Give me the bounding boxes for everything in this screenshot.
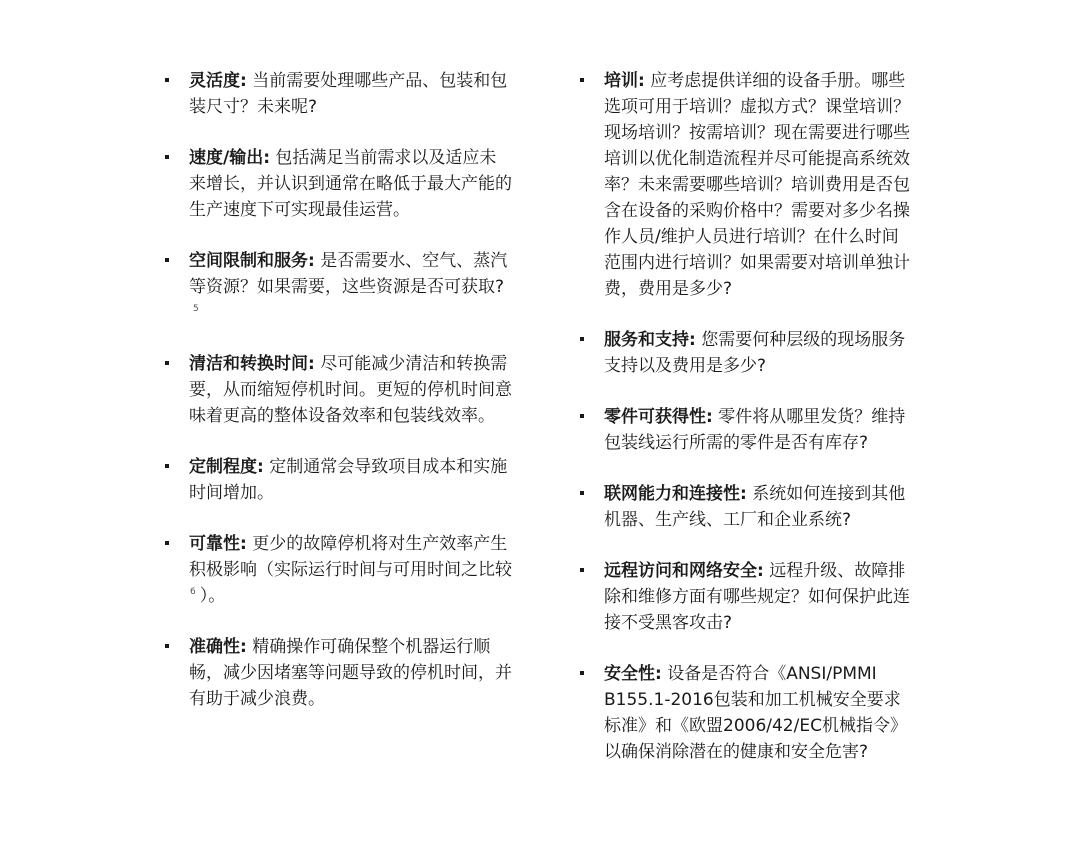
item-text: 尽可能减少清洁和转换需要，从而缩短停机时间。更短的停机时间意味着更高的整体设备效率和包装线效率。 <box>189 354 512 426</box>
item-term: 速度/输出: <box>189 148 271 168</box>
bullet-icon <box>165 78 169 82</box>
list-item-flexibility <box>163 68 513 120</box>
item-text: 设备是否符合《ANSI/PMMI B155.1-2016包装和加工机械安全要求标准》和《欧盟2006/42/EC机械指令》以确保消除潜在的健康和安全危害? <box>604 664 907 762</box>
item-text: 精确操作可确保整个机器运行顺畅，减少因堵塞等问题导致的停机时间，并有助于减少浪费。 <box>189 637 512 709</box>
item-text: 应考虑提供详细的设备手册。哪些选项可用于培训？虚拟方式？课堂培训？现场培训？按需培训？现在需要进行哪些培训以优化制造流程并尽可能提高系统效率？未来需要哪些培训？培训费用是否包含在设备的采购价格中？需要对多少名操作人员/维护人员进行培训？在什么时间范围内进行培训？如果需要对培训单独计费，费用是多少? <box>604 71 910 299</box>
bullet-icon <box>580 337 584 341</box>
item-text: 更少的故障停机将对生产效率产生积极影响（实际运行时间与可用时间之比较 <box>189 534 512 580</box>
right-bullet-list <box>578 68 913 790</box>
item-text: 远程升级、故障排除和维修方面有哪些规定？如何保护此连接不受黑客攻击? <box>604 561 910 633</box>
bullet-icon <box>580 414 584 418</box>
bullet-icon <box>165 155 169 159</box>
item-term: 远程访问和网络安全: <box>604 561 764 581</box>
item-term: 定制程度: <box>189 457 264 477</box>
item-term: 可靠性: <box>189 534 247 554</box>
bullet-icon <box>165 258 169 262</box>
item-term: 零件可获得性: <box>604 407 713 427</box>
item-term: 培训: <box>604 71 645 91</box>
item-term: 准确性: <box>189 637 247 657</box>
list-item-customization <box>163 454 513 506</box>
left-bullet-list <box>163 68 513 737</box>
bullet-icon <box>165 644 169 648</box>
item-text-after: ）。 <box>199 586 226 606</box>
bullet-icon <box>580 568 584 572</box>
bullet-icon <box>580 671 584 675</box>
list-item-reliability <box>163 531 513 609</box>
list-item-remote-access-security <box>578 558 913 636</box>
list-item-service-support <box>578 327 913 379</box>
list-item-training <box>578 68 913 302</box>
bullet-icon <box>580 78 584 82</box>
item-text: 定制通常会导致项目成本和实施时间增加。 <box>189 457 508 503</box>
bullet-icon <box>580 491 584 495</box>
item-term: 联网能力和连接性: <box>604 484 747 504</box>
bullet-icon <box>165 361 169 365</box>
item-text: 当前需要处理哪些产品、包装和包装尺寸？未来呢? <box>189 71 508 117</box>
item-term: 空间限制和服务: <box>189 251 315 271</box>
item-term: 灵活度: <box>189 71 247 91</box>
footnote-marker: 6 <box>190 587 196 598</box>
list-item-connectivity <box>578 481 913 533</box>
footnote-marker: 5 <box>193 304 199 315</box>
item-term: 服务和支持: <box>604 330 696 350</box>
list-item-speed-output <box>163 145 513 223</box>
item-term: 安全性: <box>604 664 662 684</box>
bullet-icon <box>165 464 169 468</box>
item-term: 清洁和转换时间: <box>189 354 315 374</box>
item-text: 是否需要水、空气、蒸汽等资源？如果需要，这些资源是否可获取? <box>189 251 508 297</box>
list-item-safety <box>578 661 913 765</box>
item-text: 系统如何连接到其他机器、生产线、工厂和企业系统? <box>604 484 906 530</box>
item-text: 包括满足当前需求以及适应未来增长，并认识到通常在略低于最大产能的生产速度下可实现最佳运营。 <box>189 148 512 220</box>
item-text: 零件将从哪里发货？维持包装线运行所需的零件是否有库存? <box>604 407 906 453</box>
item-text: 您需要何种层级的现场服务支持以及费用是多少? <box>604 330 906 376</box>
bullet-icon <box>165 541 169 545</box>
list-item-space-service <box>163 248 513 326</box>
list-item-accuracy <box>163 634 513 712</box>
list-item-parts-availability <box>578 404 913 456</box>
list-item-cleaning-changeover <box>163 351 513 429</box>
